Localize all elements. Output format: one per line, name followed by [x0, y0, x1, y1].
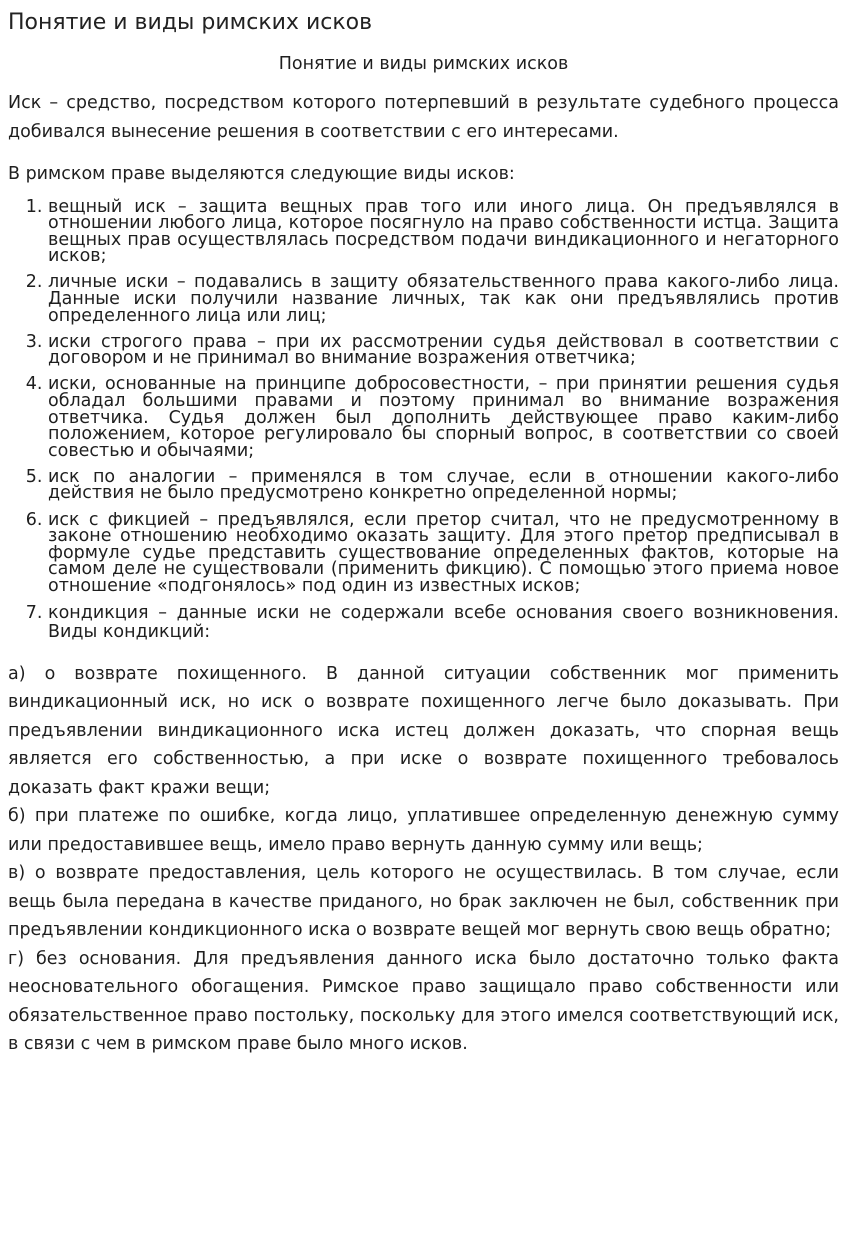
condition-paragraph: в) о возврате предоставления, цель которого не осуществилась. В том случае, если вещь была передана в качестве приданого, но брак заключен не был, собственник при предъявлении кондикционного иска о возврате вещей мог вернуть свою вещь обратно;: [8, 863, 839, 941]
lead-paragraph: В римском праве выделяются следующие виды исков:: [8, 164, 515, 184]
kinds-list: [8, 196, 839, 642]
document-page: [0, 8, 847, 1059]
list-item: 1. вещный иск – защита вещных прав того или иного лица. Он предъявлялся в отношении любого лица, которое посягнуло на право собственности истца. Защита вещных прав осуществлялась посредством подачи виндикационного и негаторного исков;: [48, 199, 839, 265]
condition-paragraph: г) без основания. Для предъявления данного иска было достаточно только факта неосновательного обогащения. Римское право защищало право собственности или обязательственное право постольку, поскольку для этого имелся соответствующий иск, в связи с чем в римском праве было много исков.: [8, 948, 839, 1055]
list-item: 4. иски, основанные на принципе добросовестности, – при принятии решения судья обладал большими правами и поэтому принимал во внимание возражения ответчика. Судья должен был дополнить действующее право каким-либо положением, которое регулировало бы спорный вопрос, в соответствии со своей совестью и обычаями;: [48, 376, 839, 459]
list-item: 6. иск с фикцией – предъявлялся, если претор считал, что не предусмотренному в законе отношению необходимо оказать защиту. Для этого претор предписывал в формуле судье представить существование определенных фактов, которые на самом деле не существовали (применить фикцию). С помощью этого приема новое отношение «подгонялось» под один из известных исков;: [48, 512, 839, 595]
list-item: 7. кондикция – данные иски не содержали всебе основания своего возникновения. Виды кондикций:: [48, 604, 839, 642]
document-subtitle: Понятие и виды римских исков: [278, 54, 569, 74]
page-title: Понятие и виды римских исков: [8, 10, 373, 35]
conditions-section: [8, 660, 839, 1059]
list-item: 5. иск по аналогии – применялся в том случае, если в отношении какого-либо действия не было предусмотрено конкретно определенной нормы;: [48, 469, 839, 502]
list-item: 2. личные иски – подавались в защиту обязательственного права какого-либо лица. Данные иски получили название личных, так как они предъявлялись против определенного лица или лиц;: [48, 274, 839, 324]
condition-paragraph: а) о возврате похищенного. В данной ситуации собственник мог применить виндикационный иск, но иск о возврате похищенного легче было доказывать. При предъявлении виндикационного иска истец должен доказать, что спорная вещь является его собственностью, а при иске о возврате похищенного требовалось доказать факт кражи вещи;: [8, 663, 839, 798]
list-item: 3. иски строгого права – при их рассмотрении судья действовал в соответствии с договором и не принимал во внимание возражения ответчика;: [48, 334, 839, 367]
condition-paragraph: б) при платеже по ошибке, когда лицо, уплатившее определенную денежную сумму или предоставившее вещь, имело право вернуть данную сумму или вещь;: [8, 806, 839, 855]
intro-paragraph: Иск – средство, посредством которого потерпевший в результате судебного процесса добивался вынесение решения в соответствии с его интересами.: [8, 93, 839, 142]
